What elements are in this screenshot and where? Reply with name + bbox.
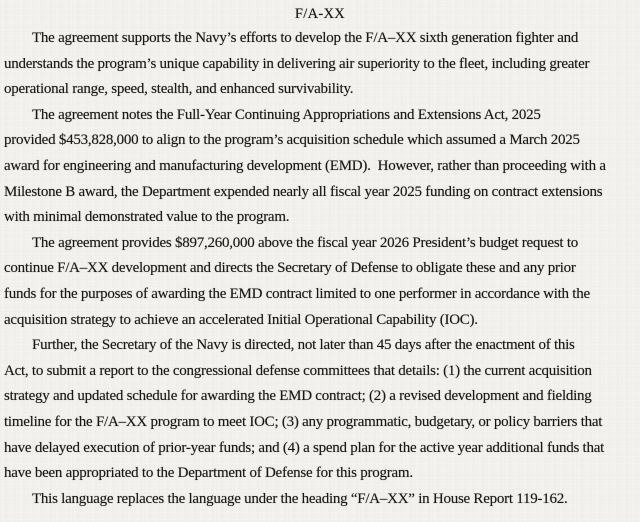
paragraph [4,231,636,333]
paragraph [4,26,636,103]
text-line: timeline for the F/A–XX program to meet IOC; (3) any programmatic, budgetary, or policy barriers that [4,413,603,430]
document-title: F/A-XX [294,6,346,22]
text-line: award for engineering and manufacturing development (EMD). However, rather than proceeding with a [4,157,606,174]
text-line: Further, the Secretary of the Navy is directed, not later than 45 days after the enactment of this [32,337,575,354]
text-line: with minimal demonstrated value to the program. [4,209,290,226]
text-line: have been appropriated to the Department of Defense for this program. [4,465,413,482]
text-line: Act, to submit a report to the congressional defense committees that details: (1) the current acquisition [4,362,592,379]
text-line: funds for the purposes of awarding the EMD contract limited to one performer in accordance with the [4,285,590,302]
text-line: The agreement notes the Full-Year Continuing Appropriations and Extensions Act, 2025 [32,106,541,123]
text-line: This language replaces the language under the heading “F/A–XX” in House Report 119-162. [32,490,568,507]
text-line: have delayed execution of prior-year funds; and (4) a spend plan for the active year additional funds that [4,439,605,456]
text-line: Milestone B award, the Department expended nearly all fiscal year 2025 funding on contract extensions [4,183,603,200]
text-line: The agreement provides $897,260,000 above the fiscal year 2026 President’s budget request to [32,234,579,251]
paragraph [4,103,636,231]
text-line: operational range, speed, stealth, and enhanced survivability. [4,81,354,98]
text-line: strategy and updated schedule for awarding the EMD contract; (2) a revised development and fielding [4,388,592,405]
paragraph [4,333,636,487]
text-line: acquisition strategy to achieve an accelerated Initial Operational Capability (IOC). [4,311,478,328]
document-body [4,26,636,512]
text-line: provided $453,828,000 to align to the program’s acquisition schedule which assumed a March 2025 [4,132,580,149]
text-line: continue F/A–XX development and directs the Secretary of Defense to obligate these and any prior [4,260,576,277]
paragraph [4,487,636,513]
text-line: understands the program’s unique capability in delivering air superiority to the fleet, including greater [4,55,590,72]
text-line: The agreement supports the Navy’s efforts to develop the F/A–XX sixth generation fighter and [32,30,579,46]
